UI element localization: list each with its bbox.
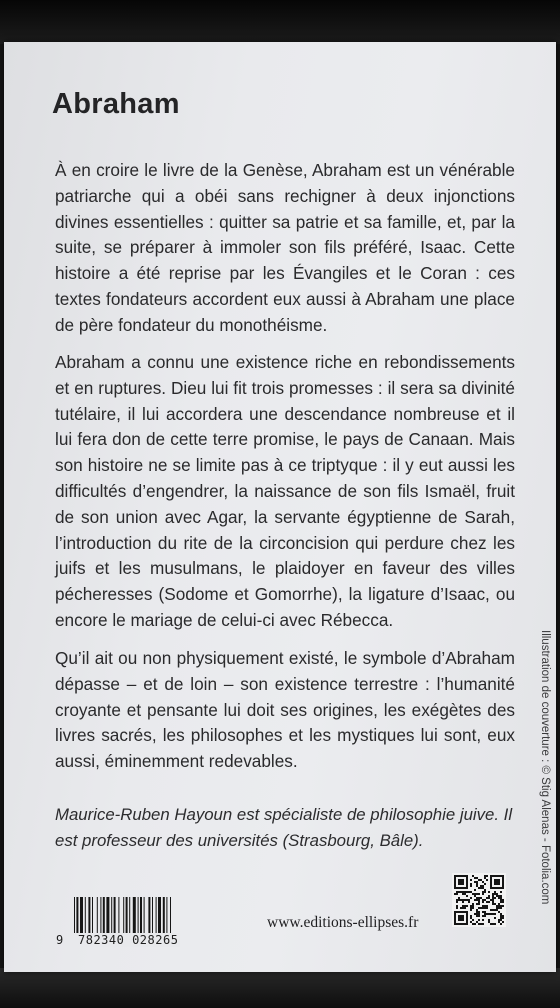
book-title: Abraham xyxy=(52,88,180,120)
isbn-digits: 782340 028265 xyxy=(78,933,179,947)
background-top-edge xyxy=(0,0,560,44)
blurb-paragraph-3: Qu’il ait ou non physiquement existé, le symbole d’Abraham dépasse – et de loin – son existence terrestre : l’humanité croyante et pensante lui doit ses origines, les exégètes des livres sacrés, les philosophes et les mystiques lui sont, eux aussi, éminemment redevables. xyxy=(55,648,515,772)
author-bio: Maurice-Ruben Hayoun est spécialiste de philosophie juive. Il est professeur des universités (Strasbourg, Bâle). xyxy=(55,805,513,850)
isbn-first-digit: 9 xyxy=(56,933,64,947)
background-bottom-edge xyxy=(0,968,560,1008)
isbn-number xyxy=(56,933,220,949)
cover-illustration-credit: Illustration de couverture : © Stig Alenas - Fotolia.com xyxy=(539,630,551,905)
blurb-paragraph-1: À en croire le livre de la Genèse, Abraham est un vénérable patriarche qui a obéi sans rechigner à deux injonctions divines essentielles : quitter sa patrie et sa famille, et, par la suite, se préparer à immoler son fils préféré, Isaac. Cette histoire a été reprise par les Évangiles et le Coran : ces textes fondateurs accordent eux aussi à Abraham une place de père fondateur du monothéisme. xyxy=(55,160,515,335)
blurb-paragraph-2: Abraham a connu une existence riche en rebondissements et en ruptures. Dieu lui fit trois promesses : il sera sa divinité tutélaire, il lui accordera une descendance nombreuse et il lui fera don de cette terre promise, le pays de Canaan. Mais son histoire ne se limite pas à ce triptyque : il y eut aussi les difficultés d’engendrer, la naissance de son fils Ismaël, fruit de son union avec Agar, la servante égyptienne de Sarah, l’introduction du rite de la circoncision qui perdure chez les juifs et les musulmans, le plaidoyer en faveur des villes pécheresses (Sodome et Gomorrhe), la ligature d’Isaac, ou encore le mariage de celui-ci avec Rébecca. xyxy=(55,352,515,630)
qr-code-icon xyxy=(452,873,506,927)
publisher-website: www.editions-ellipses.fr xyxy=(267,914,419,931)
